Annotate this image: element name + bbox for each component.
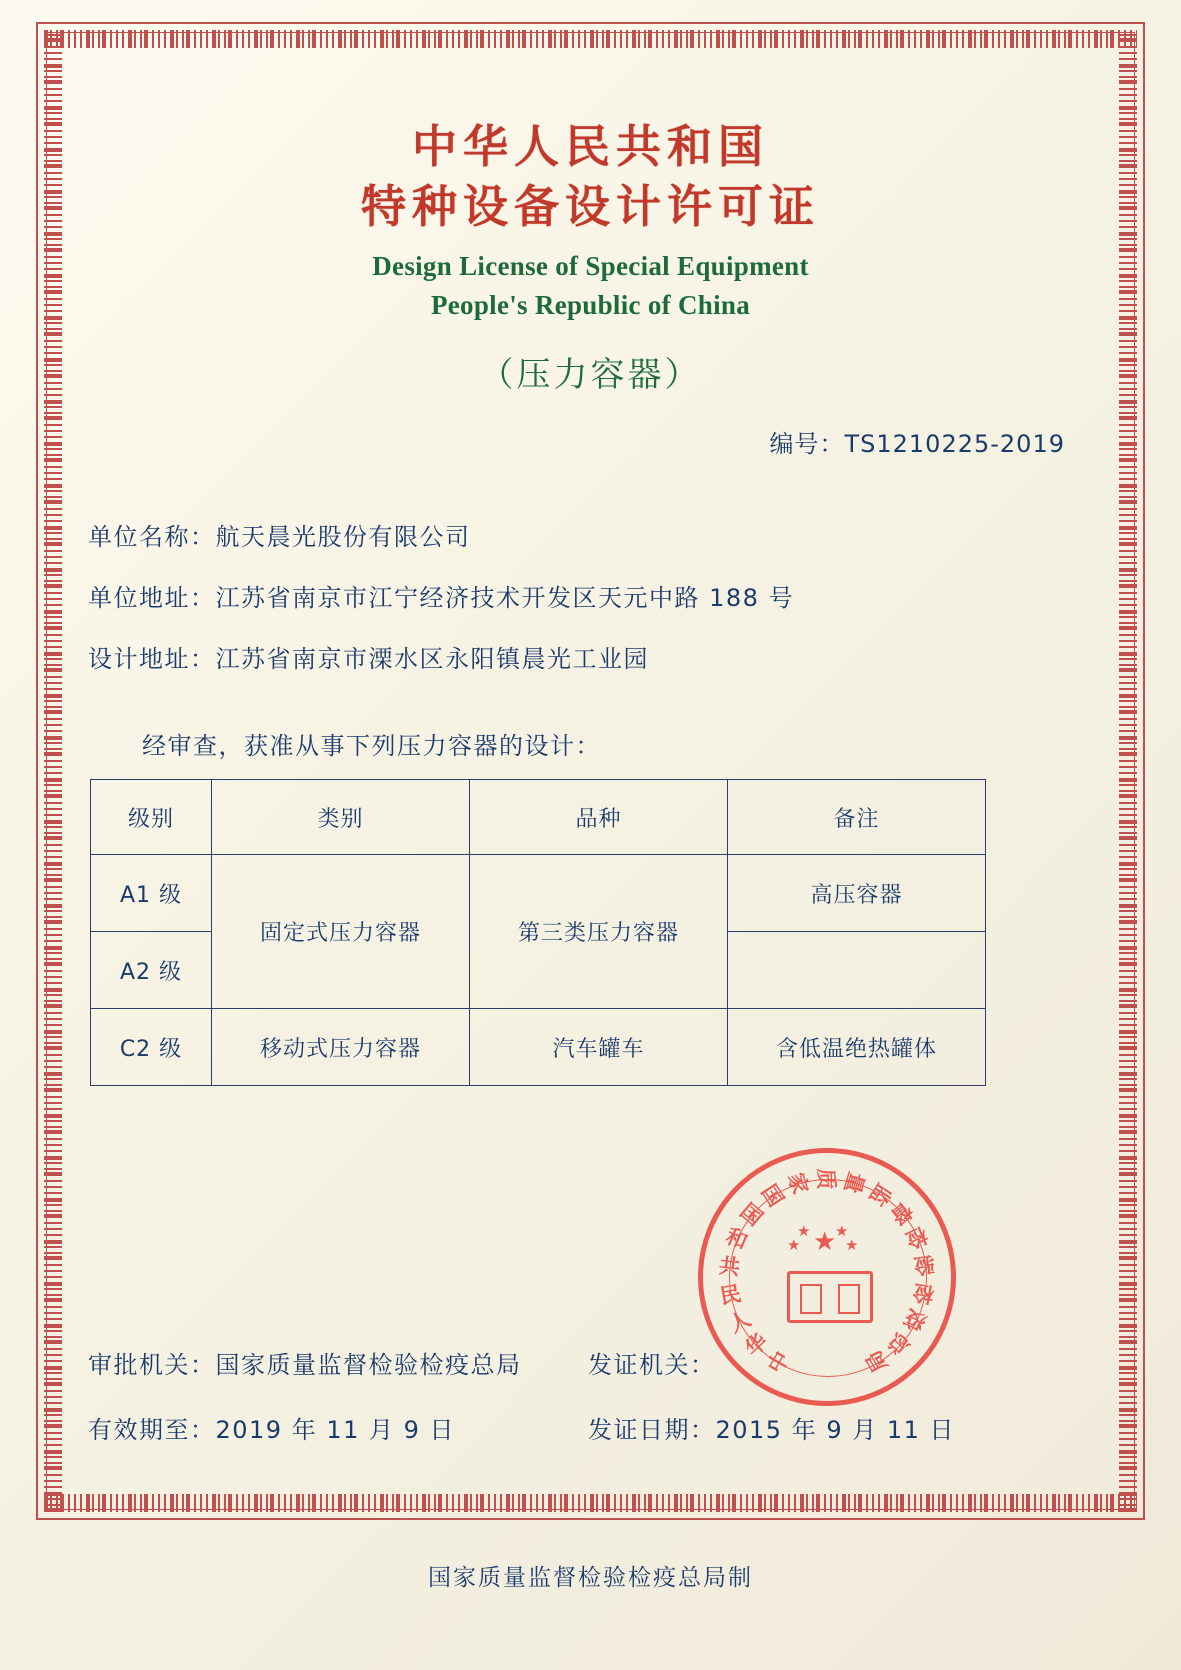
row1-level: A1 级 bbox=[91, 855, 212, 932]
issue-date-value: 2015 年 9 月 11 日 bbox=[715, 1416, 956, 1444]
table-header-remark: 备注 bbox=[728, 780, 986, 855]
issue-date bbox=[588, 1410, 955, 1445]
approval-authority bbox=[88, 1345, 588, 1380]
unit-address-label: 单位地址： bbox=[88, 584, 216, 613]
issue-date-label: 发证日期： bbox=[588, 1416, 716, 1444]
table-header-variety: 品种 bbox=[470, 780, 728, 855]
issuing-authority bbox=[588, 1345, 716, 1380]
valid-until bbox=[88, 1410, 588, 1445]
issuing-authority-label: 发证机关： bbox=[588, 1351, 716, 1379]
title-chinese-line2: 特种设备设计许可证 bbox=[360, 179, 820, 233]
info-block bbox=[70, 517, 1111, 674]
certificate-content bbox=[70, 60, 1111, 1495]
row1-variety: 第三类压力容器 bbox=[470, 855, 728, 1009]
printed-by-note: 国家质量监督检验检疫总局制 bbox=[428, 1565, 753, 1591]
title-english-line2: People's Republic of China bbox=[430, 290, 751, 321]
footer-row-dates bbox=[88, 1410, 1101, 1445]
unit-address-value: 江苏省南京市江宁经济技术开发区天元中路 188 号 bbox=[215, 584, 795, 613]
design-address-label: 设计地址： bbox=[88, 645, 216, 674]
table-header-level: 级别 bbox=[91, 780, 212, 855]
unit-address-row bbox=[88, 578, 1111, 613]
row1-category: 固定式压力容器 bbox=[212, 855, 470, 1009]
serial-value: TS1210225-2019 bbox=[844, 430, 1065, 459]
table-row bbox=[91, 1009, 986, 1086]
valid-until-label: 有效期至： bbox=[88, 1416, 216, 1444]
footer-row-authority bbox=[88, 1345, 1101, 1380]
table-header-row bbox=[91, 780, 986, 855]
row1-remark: 高压容器 bbox=[728, 855, 986, 932]
unit-name-row bbox=[88, 517, 1111, 552]
valid-until-value: 2019 年 11 月 9 日 bbox=[215, 1416, 456, 1444]
row3-variety: 汽车罐车 bbox=[470, 1009, 728, 1086]
scope-table bbox=[90, 779, 986, 1086]
unit-name-label: 单位名称： bbox=[88, 523, 216, 552]
row3-level: C2 级 bbox=[91, 1009, 212, 1086]
row3-category: 移动式压力容器 bbox=[212, 1009, 470, 1086]
footer-fields bbox=[88, 1345, 1101, 1475]
seal-ring-text: 中 华 人 民 共 和 国 国 家 质 量 监 督 检 验 检 疫 总 局 bbox=[717, 1168, 937, 1378]
unit-name-value: 航天晨光股份有限公司 bbox=[215, 523, 471, 552]
design-address-row bbox=[88, 639, 1111, 674]
table-header-category: 类别 bbox=[212, 780, 470, 855]
scope-lead-in: 经审查，获准从事下列压力容器的设计： bbox=[142, 732, 601, 761]
serial-number bbox=[70, 424, 1111, 459]
row2-level: A2 级 bbox=[91, 932, 212, 1009]
title-english-line1: Design License of Special Equipment bbox=[372, 251, 809, 282]
row2-remark bbox=[728, 932, 986, 1009]
design-address-value: 江苏省南京市溧水区永阳镇晨光工业园 bbox=[215, 645, 649, 674]
title-chinese-line1: 中华人民共和国 bbox=[411, 120, 769, 173]
approval-authority-label: 审批机关： bbox=[88, 1351, 216, 1379]
serial-label: 编号： bbox=[769, 430, 845, 459]
approval-authority-value: 国家质量监督检验检疫总局 bbox=[215, 1351, 522, 1379]
table-row bbox=[91, 855, 986, 932]
national-emblem-icon: ★ ★ ★ ★ ★ bbox=[779, 1229, 875, 1325]
document-subtitle: （压力容器） bbox=[479, 355, 702, 396]
row3-remark: 含低温绝热罐体 bbox=[728, 1009, 986, 1086]
